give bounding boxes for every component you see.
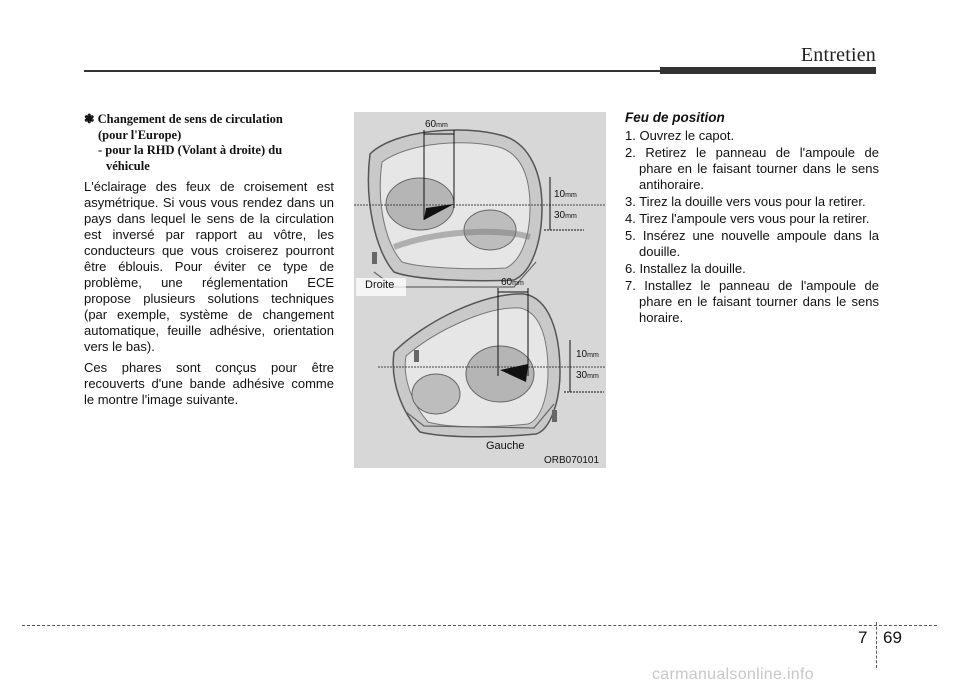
list-item: 7. Installez le panneau de l'ampoule de phare en le faisant tourner dans le sens horaire. bbox=[625, 278, 879, 325]
list-item: 6. Installez la douille. bbox=[625, 261, 746, 276]
dimension-height-top: 30mm bbox=[554, 210, 577, 221]
dimension-offset-top: 10mm bbox=[554, 189, 577, 200]
dimension-height-bottom: 30mm bbox=[576, 370, 599, 381]
label-left: Gauche bbox=[486, 440, 525, 452]
headlamp-figure bbox=[354, 112, 606, 468]
note-title-line4: véhicule bbox=[106, 158, 150, 173]
note-title-line1: Changement de sens de circulation bbox=[97, 112, 283, 126]
header-rule bbox=[84, 70, 660, 72]
list-item: 4. Tirez l'ampoule vers vous pour la retirer. bbox=[625, 211, 870, 226]
list-item: 1. Ouvrez le capot. bbox=[625, 128, 735, 143]
paragraph-adhesive-tape: Ces phares sont conçus pour être recouverts d'une bande adhésive comme le montre l'image suivante. bbox=[84, 360, 334, 407]
footer-divider bbox=[876, 622, 877, 668]
list-item: 2. Retirez le panneau de l'ampoule de phare en le faisant tourner dans le sens antihoraire. bbox=[625, 145, 879, 192]
list-item: 5. Insérez une nouvelle ampoule dans la douille. bbox=[625, 228, 879, 259]
dimension-offset-bottom: 10mm bbox=[576, 349, 599, 360]
note-title bbox=[84, 112, 334, 174]
note-symbol: ❃ bbox=[84, 112, 95, 126]
footer-rule bbox=[22, 625, 937, 626]
header-rule-accent bbox=[660, 67, 876, 74]
dimension-width-bottom: 60mm bbox=[501, 277, 524, 288]
note-title-line3: - pour la RHD (Volant à droite) du bbox=[98, 143, 283, 157]
watermark[interactable]: carmanualsonline.info bbox=[652, 666, 814, 683]
page-number: 69 bbox=[883, 628, 902, 647]
paragraph-asymmetric-lighting: L'éclairage des feux de croisement est asymétrique. Si vous vous rendez dans un pays dans lequel le sens de la circulation est inversé par rapport au vôtre, les conducteurs que vous croiserez pourront être éblouis. Pour éviter ce type de problème, une réglementation ECE propose plusieurs solutions techniques (par exemple, système de changement automatique, feuille adhésive, orientation vers le bas). bbox=[84, 179, 334, 354]
headlamp-left-drawing bbox=[393, 294, 560, 437]
right-column bbox=[625, 110, 879, 327]
note-title-line2: (pour l'Europe) bbox=[98, 127, 182, 142]
figure-code: ORB070101 bbox=[544, 455, 600, 466]
dimension-width-top: 60mm bbox=[425, 119, 448, 130]
left-column bbox=[84, 112, 334, 408]
section-title-position-light: Feu de position bbox=[625, 110, 725, 125]
chapter-number: 7 bbox=[858, 628, 868, 647]
label-right: Droite bbox=[365, 279, 395, 291]
list-item: 3. Tirez la douille vers vous pour la retirer. bbox=[625, 194, 866, 209]
headlamp-right-drawing bbox=[368, 130, 542, 287]
steps-list bbox=[625, 128, 879, 326]
section-header-title: Entretien bbox=[800, 44, 876, 66]
